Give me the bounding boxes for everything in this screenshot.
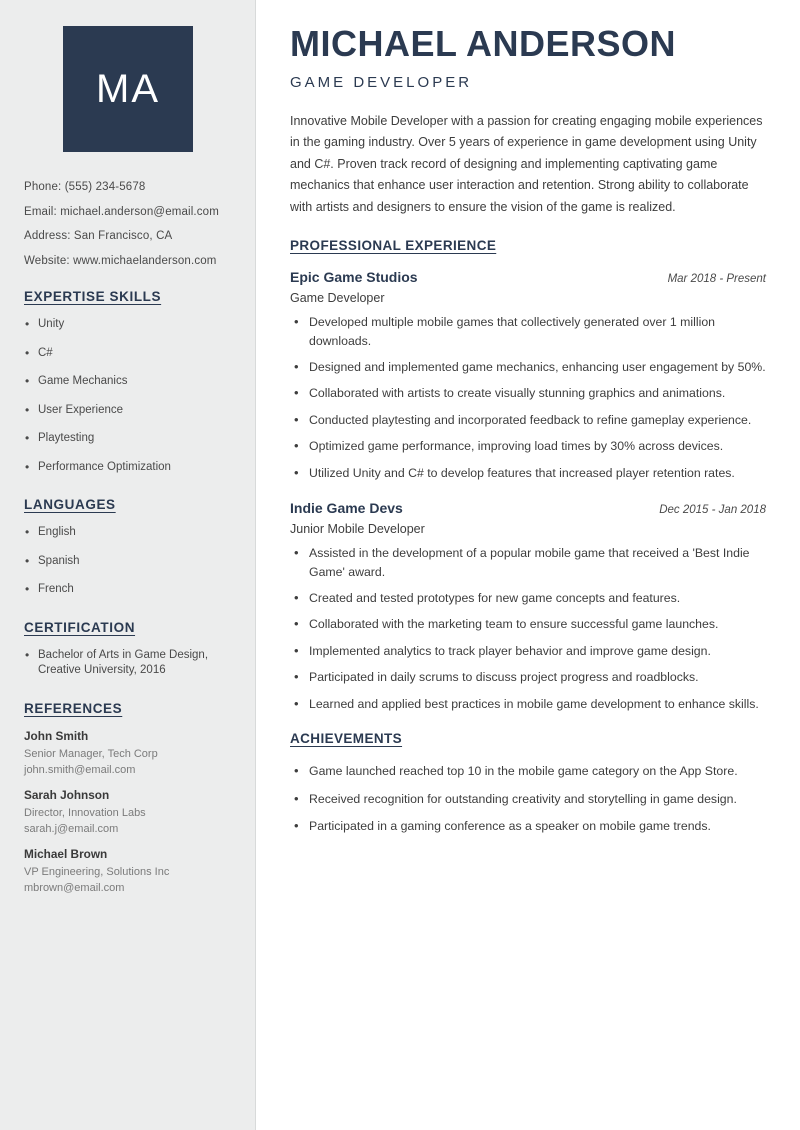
job-dates: Dec 2015 - Jan 2018 <box>659 504 766 517</box>
list-item: • Implemented analytics to track player behavior and improve game design. <box>290 642 766 660</box>
list-item: • Performance Optimization <box>24 460 232 476</box>
list-item: • C# <box>24 346 232 362</box>
job-company: Indie Game Devs <box>290 500 403 517</box>
achievements-section <box>290 731 766 835</box>
avatar-wrap <box>24 0 232 152</box>
reference-role: VP Engineering, Solutions Inc <box>24 865 170 878</box>
reference-item <box>24 788 232 835</box>
list-item: • Optimized game performance, improving load times by 30% across devices. <box>290 437 766 455</box>
reference-email: john.smith@email.com <box>24 763 136 776</box>
languages-list <box>24 525 232 598</box>
languages-heading: LANGUAGES <box>24 497 116 513</box>
reference-name: Sarah Johnson <box>24 787 110 802</box>
list-item: • Collaborated with the marketing team to ensure successful game launches. <box>290 615 766 633</box>
list-item: • Bachelor of Arts in Game Design, Creative University, 2016 <box>24 648 232 679</box>
main-content <box>256 0 800 1130</box>
reference-name: John Smith <box>24 728 89 743</box>
contact-phone: Phone: (555) 234-5678 <box>24 181 146 193</box>
list-item: • Created and tested prototypes for new game concepts and features. <box>290 589 766 607</box>
reference-item <box>24 847 232 894</box>
job-bullets <box>290 313 766 482</box>
list-item: • French <box>24 582 232 598</box>
experience-item <box>290 500 766 713</box>
list-item: • Participated in daily scrums to discuss project progress and roadblocks. <box>290 668 766 686</box>
list-item: • Spanish <box>24 554 232 570</box>
references-heading: REFERENCES <box>24 700 123 716</box>
list-item: • Utilized Unity and C# to develop features that increased player retention rates. <box>290 464 766 482</box>
reference-email: mbrown@email.com <box>24 881 125 894</box>
skills-list <box>24 317 232 475</box>
job-header <box>290 269 766 285</box>
list-item: • Received recognition for outstanding creativity and storytelling in game design. <box>290 790 766 808</box>
sidebar <box>0 0 256 1130</box>
summary-text: Innovative Mobile Developer with a passion for creating engaging mobile experiences in the gaming industry. Over 5 years of experience in game development using Unity and C#. Proven track record of designing and implementing captivating game mechanics that enhance user interaction and retention. Strong ability to collaborate with artists and designers to ensure the vision of the game is realized. <box>290 113 763 214</box>
list-item: • Unity <box>24 317 232 333</box>
job-company: Epic Game Studios <box>290 269 418 286</box>
reference-role: Senior Manager, Tech Corp <box>24 747 158 760</box>
list-item: • Conducted playtesting and incorporated feedback to refine gameplay experience. <box>290 411 766 429</box>
skills-heading: EXPERTISE SKILLS <box>24 289 162 304</box>
list-item: • Participated in a gaming conference as a speaker on mobile game trends. <box>290 817 766 835</box>
contact-email: Email: michael.anderson@email.com <box>24 205 219 218</box>
reference-email: sarah.j@email.com <box>24 822 119 835</box>
certification-heading: CERTIFICATION <box>24 619 136 635</box>
list-item: • Learned and applied best practices in mobile game development to enhance skills. <box>290 695 766 713</box>
list-item: • Developed multiple mobile games that collectively generated over 1 million downloads. <box>290 313 766 350</box>
list-item: • Game Mechanics <box>24 374 232 390</box>
list-item: • English <box>24 525 232 541</box>
reference-role: Director, Innovation Labs <box>24 806 146 819</box>
contact-website: Website: www.michaelanderson.com <box>24 254 217 267</box>
achievements-heading: ACHIEVEMENTS <box>290 731 403 747</box>
list-item: • Designed and implemented game mechanics, enhancing user engagement by 50%. <box>290 358 766 376</box>
contact-info <box>24 182 232 267</box>
contact-address: Address: San Francisco, CA <box>24 230 173 242</box>
job-role: Game Developer <box>290 291 385 306</box>
job-title: GAME DEVELOPER <box>290 73 473 91</box>
list-item: • Collaborated with artists to create visually stunning graphics and animations. <box>290 384 766 402</box>
job-header <box>290 500 766 516</box>
experience-item <box>290 269 766 482</box>
avatar: MA <box>63 26 193 152</box>
list-item: • Playtesting <box>24 431 232 447</box>
list-item: • User Experience <box>24 403 232 419</box>
reference-name: Michael Brown <box>24 846 108 861</box>
list-item: • Game launched reached top 10 in the mobile game category on the App Store. <box>290 762 766 780</box>
experience-heading: PROFESSIONAL EXPERIENCE <box>290 238 497 254</box>
certification-list <box>24 648 232 679</box>
list-item: • Assisted in the development of a popular mobile game that received a 'Best Indie Game' award. <box>290 544 766 581</box>
reference-item <box>24 729 232 776</box>
achievements-list <box>290 762 766 835</box>
page-title: MICHAEL ANDERSON <box>290 23 677 64</box>
job-bullets <box>290 544 766 713</box>
job-dates: Mar 2018 - Present <box>667 273 766 286</box>
job-role: Junior Mobile Developer <box>290 522 425 537</box>
